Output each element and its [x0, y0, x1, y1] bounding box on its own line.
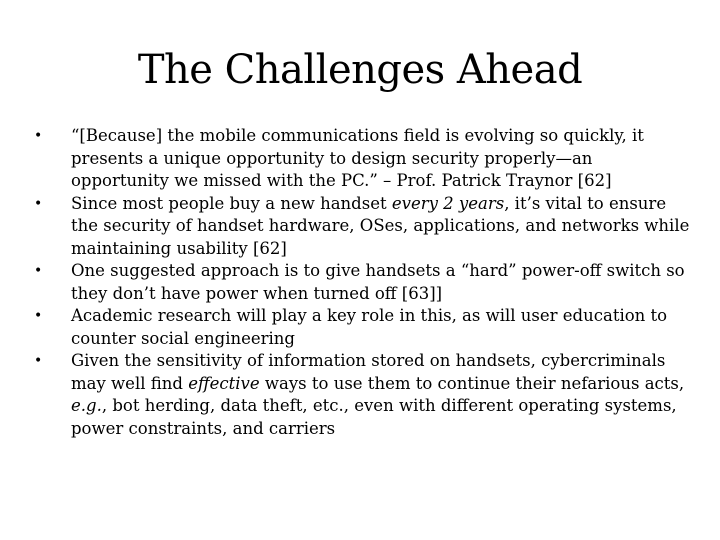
bullet-text: , it’s vital to ensure the security of handset hardware, OSes, applications, and networks while maintaining usability [62]	[71, 193, 690, 258]
bullet-emphasis: effective	[188, 373, 260, 393]
bullet-item	[34, 260, 694, 305]
bullet-text: Since most people buy a new handset	[71, 193, 392, 213]
slide-title: The Challenges Ahead	[137, 47, 583, 93]
bullet-item	[34, 350, 694, 440]
bullet-icon: •	[34, 308, 43, 324]
bullet-emphasis: e.g.	[71, 396, 102, 415]
bullet-list	[34, 125, 694, 440]
bullet-text: , bot herding, data theft, etc., even with different operating systems, power constraints, and carriers	[71, 396, 677, 438]
bullet-text: Given the sensitivity of information stored on handsets, cybercriminals may well find	[71, 351, 666, 393]
bullet-item	[34, 125, 694, 193]
bullet-icon: •	[34, 195, 43, 212]
bullet-text: “[Because] the mobile communications field is evolving so quickly, it presents a unique opportunity to design security properly—an opportunity we missed with the PC.” – Prof. Patrick Traynor [62]	[71, 126, 644, 190]
bullet-emphasis: every 2 years	[391, 193, 505, 213]
bullet-text: One suggested approach is to give handsets a “hard” power-off switch so they don’t have power when turned off [63]]	[71, 261, 685, 303]
bullet-text: Academic research will play a key role in this, as will user education to counter social engineering	[71, 306, 668, 348]
bullet-icon: •	[34, 128, 43, 144]
bullet-item	[34, 305, 694, 350]
bullet-text: ways to use them to continue their nefarious acts,	[259, 373, 685, 393]
bullet-icon: •	[34, 263, 43, 279]
bullet-icon: •	[34, 353, 43, 369]
bullet-item	[34, 193, 694, 261]
